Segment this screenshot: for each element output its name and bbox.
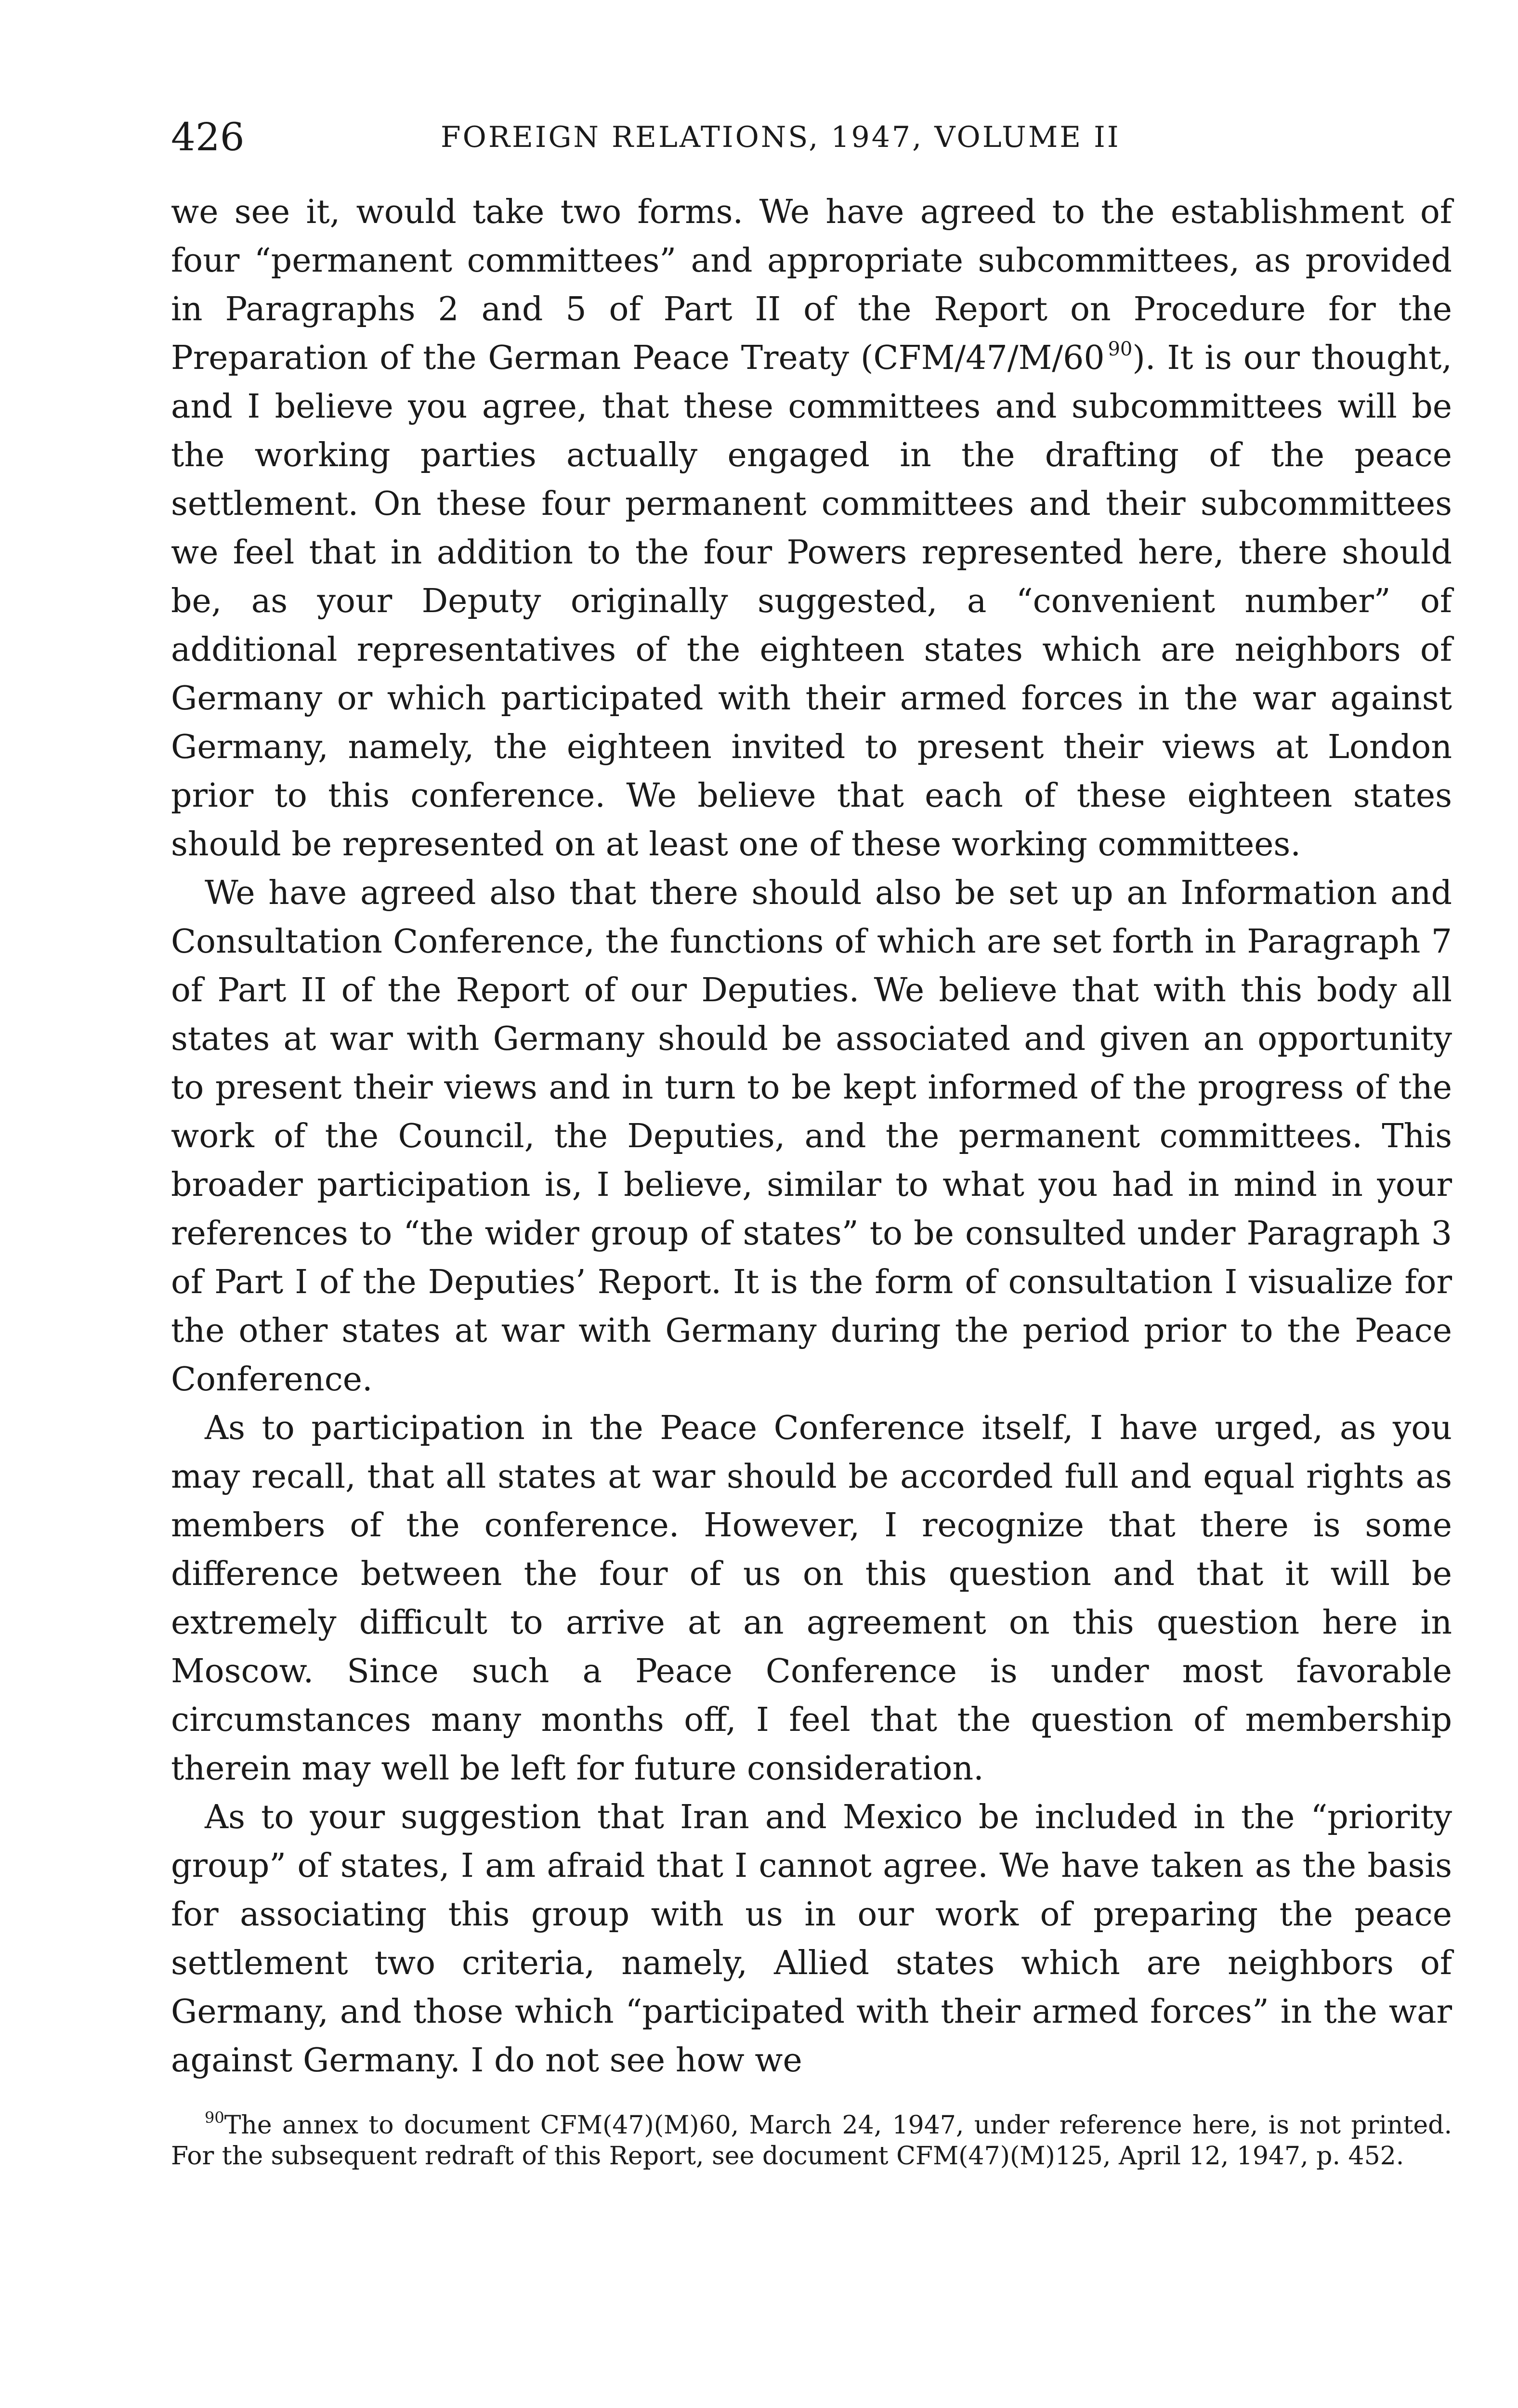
paragraph-1 (171, 188, 1452, 869)
document-page (171, 111, 1452, 2172)
running-head (171, 111, 1452, 164)
paragraph-1-text-continued: ). It is our thought, and I believe you agree, that these committees and subcommittees will be the working parties actually engaged in the drafting of the peace settlement. On these four permanent committees and their subcommittees we feel that in addition to the four Powers represented here, there should be, as your Deputy originally suggested, a “convenient number” of additional representatives of the eighteen states which are neighbors of Germany or which participated with their armed forces in the war against Germany, namely, the eighteen invited to present their views at London prior to this conference. We believe that each of these eighteen states should be represented on at least one of these working committees. (171, 339, 1452, 864)
running-head-title: FOREIGN RELATIONS, 1947, VOLUME II (441, 120, 1121, 154)
body-text (171, 188, 1452, 2085)
footnote-text: The annex to document CFM(47)(M)60, March 24, 1947, under reference here, is not printed. For the subsequent redraft of this Report, see document CFM(47)(M)125, April 12, 1947, p. 452. (171, 2111, 1452, 2171)
paragraph-2: We have agreed also that there should also be set up an Information and Consultation Conference, the functions of which are set forth in Paragraph 7 of Part II of the Report of our Deputies. We believe that with this body all states at war with Germany should be associated and given an opportunity to present their views and in turn to be kept informed of the progress of the work of the Council, the Deputies, and the permanent committees. This broader participation is, I believe, similar to what you had in mind in your references to “the wider group of states” to be consulted under Paragraph 3 of Part I of the Deputies’ Report. It is the form of consultation I visualize for the other states at war with Germany during the period prior to the Peace Conference. (171, 874, 1452, 1399)
paragraph-1-text: we see it, would take two forms. We have agreed to the establishment of four “permanent committees” and appropriate subcommittees, as provided in Paragraphs 2 and 5 of Part II of the Report on Procedure for the Preparation of the German Peace Treaty (CFM/47/M/60 (171, 193, 1452, 377)
footnote-90 (171, 2110, 1452, 2172)
footnotes (171, 2110, 1452, 2172)
paragraph-3: As to participation in the Peace Conference itself, I have urged, as you may recall, that all states at war should be accorded full and equal rights as members of the conference. However, I recognize that there is some difference between the four of us on this question and that it will be extremely difficult to arrive at an agreement on this question here in Moscow. Since such a Peace Conference is under most favorable circumstances many months off, I feel that the question of membership therein may well be left for future consideration. (171, 1409, 1452, 1788)
paragraph-4: As to your suggestion that Iran and Mexico be included in the “priority group” of states, I am afraid that I cannot agree. We have taken as the basis for associating this group with us in our work of preparing the peace settlement two criteria, namely, Allied states which are neighbors of Germany, and those which “participated with their armed forces” in the war against Germany. I do not see how we (171, 1798, 1452, 2080)
page-number: 426 (171, 115, 245, 159)
footnote-reference-90: 90 (1108, 338, 1133, 360)
footnote-marker: 90 (205, 2108, 224, 2127)
